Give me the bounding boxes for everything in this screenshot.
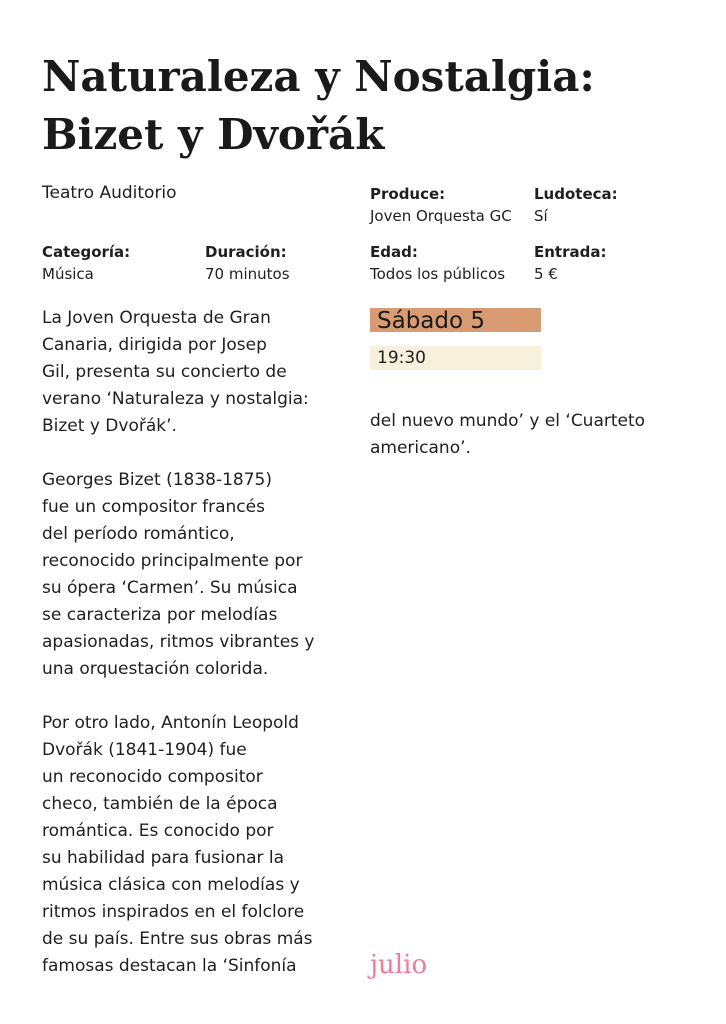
meta-ludoteca	[534, 183, 618, 227]
text-line: del nuevo mundo’ y el ‘Cuarteto	[370, 411, 646, 431]
text-line: un reconocido compositor	[42, 767, 263, 787]
meta-edad	[370, 241, 505, 285]
title-line: Bizet y Dvořák	[42, 110, 385, 159]
text-line: Bizet y Dvořák’.	[42, 416, 177, 436]
description-continuation	[370, 408, 670, 462]
schedule-day: Sábado 5	[370, 308, 541, 332]
text-line: del período romántico,	[42, 524, 235, 544]
meta-label: Ludoteca:	[534, 185, 618, 203]
text-line: ritmos inspirados en el folclore	[42, 902, 305, 922]
meta-value: 70 minutos	[205, 265, 290, 283]
text-line: romántica. Es conocido por	[42, 821, 274, 841]
text-line: checo, también de la época	[42, 794, 278, 814]
month-label: julio	[370, 950, 428, 980]
text-line: se caracteriza por melodías	[42, 605, 278, 625]
text-line: su habilidad para fusionar la	[42, 848, 285, 868]
paragraph	[42, 710, 327, 980]
text-line: verano ‘Naturaleza y nostalgia:	[42, 389, 309, 409]
text-line: Por otro lado, Antonín Leopold	[42, 713, 299, 733]
text-line: su ópera ‘Carmen’. Su música	[42, 578, 298, 598]
text-line: reconocido principalmente por	[42, 551, 303, 571]
meta-label: Edad:	[370, 243, 418, 261]
text-line: La Joven Orquesta de Gran	[42, 308, 271, 328]
text-line: americano’.	[370, 438, 471, 458]
meta-label: Entrada:	[534, 243, 607, 261]
text-line: Gil, presenta su concierto de	[42, 362, 287, 382]
schedule-time: 19:30	[370, 346, 541, 370]
text-line: fue un compositor francés	[42, 497, 265, 517]
text-line: una orquestación colorida.	[42, 659, 269, 679]
paragraph	[42, 305, 327, 440]
text-line: Canaria, dirigida por Josep	[42, 335, 267, 355]
venue: Teatro Auditorio	[42, 183, 177, 203]
page-title	[42, 48, 682, 164]
meta-value: Joven Orquesta GC	[370, 207, 512, 225]
meta-categoria	[42, 241, 130, 285]
meta-label: Duración:	[205, 243, 287, 261]
text-line: de su país. Entre sus obras más	[42, 929, 313, 949]
title-line: Naturaleza y Nostalgia:	[42, 52, 595, 101]
text-line: música clásica con melodías y	[42, 875, 300, 895]
text-line: famosas destacan la ‘Sinfonía	[42, 956, 297, 976]
meta-value: Todos los públicos	[370, 265, 506, 283]
meta-produce	[370, 183, 512, 227]
description-column	[42, 305, 327, 1007]
text-line: Georges Bizet (1838-1875)	[42, 470, 272, 490]
paragraph	[42, 467, 327, 683]
meta-entrada	[534, 241, 606, 285]
meta-value: Sí	[534, 207, 548, 225]
meta-duracion	[205, 241, 290, 285]
meta-label: Produce:	[370, 185, 446, 203]
meta-label: Categoría:	[42, 243, 131, 261]
text-line: apasionadas, ritmos vibrantes y	[42, 632, 315, 652]
text-line: Dvořák (1841-1904) fue	[42, 740, 247, 760]
meta-value: 5 €	[534, 265, 558, 283]
meta-value: Música	[42, 265, 94, 283]
